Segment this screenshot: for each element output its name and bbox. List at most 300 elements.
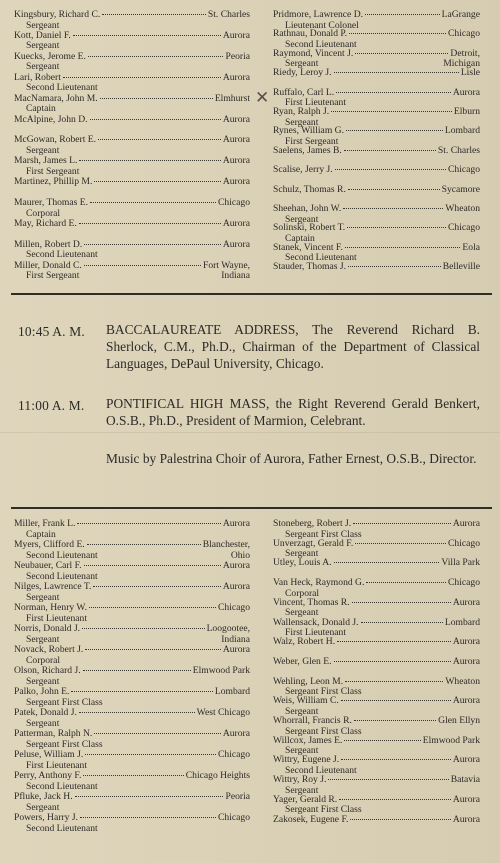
hometown: Peoria (225, 791, 250, 802)
roster-entry (14, 31, 250, 52)
roster-entry (273, 558, 480, 569)
hometown: Chicago (218, 812, 250, 823)
dot-leader (328, 779, 448, 780)
dot-leader (341, 700, 451, 701)
military-rank: Sergeant (26, 675, 60, 687)
roster-entry (14, 729, 250, 750)
roster-line (14, 729, 250, 740)
person-name: Ruffalo, Carl L. (273, 86, 335, 98)
roster-entry (14, 73, 250, 94)
dot-leader (366, 582, 446, 583)
roster-entry (14, 603, 250, 624)
person-name: Stanek, Vincent F. (273, 241, 343, 253)
military-rank: First Sergeant (285, 135, 339, 147)
person-name: Olson, Richard J. (14, 665, 81, 676)
dot-leader (345, 247, 461, 248)
person-name: Peluse, William J. (14, 749, 84, 760)
hometown: Aurora (222, 560, 250, 571)
event-description: BACCALAUREATE ADDRESS, The Reverend Richard B. Sherlock, C.M., Ph.D., Chairman of the Department of Classical Languages, DePaul University, Chicago. (106, 322, 480, 371)
roster-entry (273, 775, 480, 796)
hometown: Elburn (453, 106, 480, 117)
roster-line (14, 177, 250, 188)
roster-line (14, 540, 250, 551)
military-rank: Sergeant (285, 116, 319, 128)
roster-line (273, 519, 480, 530)
person-name: McAlpine, John D. (14, 113, 88, 125)
hometown: Batavia (450, 774, 480, 786)
dot-leader (98, 139, 221, 140)
dot-leader (355, 543, 446, 544)
military-rank: Second Lieutenant (26, 822, 98, 834)
dot-leader (334, 72, 459, 73)
hometown: Aurora (222, 113, 250, 125)
roster-entry (14, 750, 250, 771)
hometown: Aurora (222, 728, 250, 739)
dot-leader (355, 53, 448, 54)
dot-leader (87, 544, 201, 545)
dot-leader (348, 189, 440, 190)
hometown: Loogootee, (206, 623, 250, 634)
person-name: Van Heck, Raymond G. (273, 577, 365, 589)
roster-entry (14, 666, 250, 687)
roster-entry (273, 716, 480, 737)
dot-leader (84, 244, 221, 245)
military-rank: Lieutenant Colonel (285, 19, 359, 31)
roster-entry (14, 94, 250, 115)
person-name: Novack, Robert J. (14, 644, 84, 655)
military-rank: First Lieutenant (26, 612, 88, 624)
hometown: Aurora (222, 176, 250, 188)
military-rank: Sergeant First Class (285, 804, 362, 816)
hometown: Aurora (452, 793, 480, 805)
hometown: Wheaton (445, 203, 480, 214)
dot-leader (73, 35, 221, 36)
roster-entry (273, 68, 480, 79)
dot-leader (337, 641, 451, 642)
person-name: Ryan, Ralph J. (273, 106, 330, 117)
roster-entry (14, 540, 250, 561)
person-name: Solinski, Robert T. (273, 222, 346, 234)
hometown: Aurora (222, 134, 250, 146)
roster-entry (14, 582, 250, 603)
military-rank: Second Lieutenant (285, 38, 357, 50)
roster-line (273, 68, 480, 79)
person-name: Zakosek, Eugene F. (273, 813, 349, 825)
dot-leader (89, 607, 216, 608)
person-name: Palko, John E. (14, 686, 70, 697)
roster-entry (273, 637, 480, 648)
dot-leader (75, 796, 224, 797)
dot-leader (77, 523, 220, 524)
roster-line (273, 716, 480, 727)
hometown-state: Michigan (443, 58, 480, 70)
military-rank: Sergeant (285, 548, 319, 560)
dot-leader (84, 565, 221, 566)
hometown: Peoria (225, 50, 250, 62)
hometown: Aurora (222, 71, 250, 83)
person-name: Rynes, William G. (273, 125, 345, 137)
roster-line (14, 792, 250, 803)
person-name: Wittry, Roy J. (273, 774, 327, 786)
dot-leader (349, 33, 446, 34)
roster-line (273, 185, 480, 196)
dot-leader (365, 14, 440, 15)
dot-leader (352, 602, 451, 603)
roster-entry (273, 519, 480, 540)
hometown: Chicago (448, 537, 480, 549)
roster-line (14, 10, 250, 21)
dot-leader (79, 223, 221, 224)
person-name: Maurer, Thomas E. (14, 197, 89, 209)
dot-leader (334, 661, 451, 662)
person-name: Sheehan, John W. (273, 203, 342, 214)
person-name: Martinez, Phillip M. (14, 176, 93, 188)
person-name: May, Richard E. (14, 218, 77, 229)
hometown-state: Indiana (221, 633, 250, 645)
person-name: Lari, Robert (14, 71, 61, 83)
roster-line (273, 637, 480, 648)
roster-line (273, 165, 480, 176)
person-name: Riedy, Leroy J. (273, 67, 332, 79)
military-rank: Sergeant First Class (285, 725, 362, 737)
person-name: Millen, Robert D. (14, 238, 83, 250)
hometown: St. Charles (437, 144, 480, 156)
hometown: Chicago (448, 577, 480, 589)
dot-leader (347, 227, 446, 228)
military-rank: Captain (26, 103, 56, 115)
hometown: Sycamore (441, 183, 480, 195)
dot-leader (344, 150, 436, 151)
roster-line (14, 582, 250, 593)
dot-leader (85, 754, 216, 755)
military-rank: Sergeant First Class (26, 738, 103, 750)
hometown: Eola (462, 241, 480, 253)
person-name: Perry, Anthony F. (14, 770, 82, 781)
hometown: St. Charles (207, 9, 250, 20)
hometown: Aurora (222, 644, 250, 655)
event-time: 11:00 A. M. (18, 398, 85, 413)
roster-entry (14, 177, 250, 188)
roster-line (273, 657, 480, 668)
person-name: Wittry, Eugene J. (273, 754, 340, 766)
person-name: McGowan, Robert E. (14, 134, 97, 146)
roster-entry (273, 262, 480, 273)
dot-leader (90, 202, 216, 203)
person-name: Miller, Frank L. (14, 518, 76, 529)
hometown-state: Indiana (221, 270, 250, 282)
dot-leader (79, 712, 195, 713)
hometown: Lisle (460, 67, 480, 79)
roster-entry (14, 261, 250, 282)
roster-entry (14, 813, 250, 834)
roster-line (14, 624, 250, 635)
roster-entry (14, 198, 250, 219)
military-rank: Sergeant (285, 745, 319, 757)
military-rank: First Sergeant (26, 165, 80, 177)
person-name: Weber, Glen E. (273, 655, 332, 667)
military-rank: First Lieutenant (26, 759, 88, 771)
dot-leader (79, 160, 220, 161)
dot-leader (63, 77, 221, 78)
roster-line (14, 687, 250, 698)
roster-entry (273, 815, 480, 826)
dot-leader (82, 628, 204, 629)
dot-leader (341, 759, 451, 760)
hometown: West Chicago (196, 707, 250, 718)
roster-entry (14, 10, 250, 31)
person-name: Whorrall, Francis R. (273, 715, 352, 726)
roster-entry (273, 598, 480, 619)
person-name: Saelens, James B. (273, 144, 342, 156)
dot-leader (90, 119, 221, 120)
dot-leader (344, 740, 420, 741)
military-rank: Sergeant (285, 58, 319, 70)
person-name: Unverzagt, Gerald F. (273, 537, 354, 549)
military-rank: Second Lieutenant (26, 780, 98, 792)
military-rank: Sergeant First Class (26, 696, 103, 708)
roster-entry (273, 146, 480, 157)
person-name: Scalise, Jerry J. (273, 164, 333, 176)
roster-entry (14, 135, 250, 156)
section-divider-top (11, 293, 492, 295)
hometown: Aurora (222, 29, 250, 41)
hometown: Aurora (222, 155, 250, 167)
hometown: Elmhurst (214, 92, 250, 104)
hometown: Aurora (452, 518, 480, 529)
person-name: Kingsbury, Richard C. (14, 9, 101, 20)
hometown: Wheaton (445, 675, 480, 687)
roster-entry (14, 645, 250, 666)
dot-leader (83, 670, 191, 671)
dot-leader (336, 92, 451, 93)
person-name: Wallensack, Donald J. (273, 616, 359, 628)
hometown: LaGrange (441, 9, 480, 20)
event-time: 10:45 A. M. (18, 324, 85, 339)
military-rank: First Sergeant (26, 270, 80, 282)
hometown: Aurora (222, 518, 250, 529)
hometown: Chicago (448, 222, 480, 234)
roster-entry (273, 165, 480, 176)
dot-leader (334, 562, 440, 563)
military-rank: Sergeant (285, 607, 319, 619)
roster-entry (273, 657, 480, 668)
roster-line (14, 519, 250, 530)
dot-leader (88, 56, 224, 57)
hometown: Detroit, (450, 47, 480, 59)
roster-line (14, 603, 250, 614)
dot-leader (80, 817, 216, 818)
hometown: Lombard (444, 616, 480, 628)
military-rank: Captain (285, 232, 315, 244)
person-name: Neubauer, Carl F. (14, 560, 82, 571)
hometown: Chicago (218, 749, 250, 760)
hometown: Lombard (214, 686, 250, 697)
person-name: Willcox, James E. (273, 734, 343, 746)
roster-line (273, 107, 480, 118)
person-name: Powers, Harry J. (14, 812, 78, 823)
roster-entry (14, 771, 250, 792)
roster-entry (14, 219, 250, 230)
person-name: Kott, Daniel F. (14, 29, 71, 41)
person-name: Kuecks, Jerome E. (14, 50, 86, 62)
dot-leader (339, 799, 451, 800)
roster-line (14, 708, 250, 719)
military-rank: Sergeant (285, 213, 319, 225)
dot-leader (361, 622, 443, 623)
military-rank: Captain (26, 528, 56, 540)
hometown: Aurora (452, 596, 480, 608)
hometown: Aurora (452, 754, 480, 766)
military-rank: Second Lieutenant (26, 82, 98, 94)
roster-entry (14, 519, 250, 540)
dot-leader (102, 14, 206, 15)
person-name: Stauder, Thomas J. (273, 261, 346, 273)
dot-leader (94, 733, 220, 734)
military-rank: Second Lieutenant (285, 764, 357, 776)
military-rank: Sergeant (26, 591, 60, 603)
dot-leader (94, 181, 220, 182)
dot-leader (350, 819, 450, 820)
person-name: Myers, Clifford E. (14, 539, 85, 550)
person-name: Rathnau, Donald P. (273, 28, 348, 40)
hometown: Aurora (452, 813, 480, 825)
person-name: MacNamara, John M. (14, 92, 98, 104)
person-name: Norris, Donald J. (14, 623, 81, 634)
military-rank: Sergeant (26, 633, 60, 645)
military-rank: First Lieutenant (285, 627, 347, 638)
hometown: Glen Ellyn (438, 715, 480, 726)
dot-leader (345, 681, 443, 682)
roster-entry (14, 156, 250, 177)
military-rank: Second Lieutenant (26, 570, 98, 582)
dot-leader (85, 649, 221, 650)
military-rank: Sergeant (26, 40, 60, 52)
hometown: Aurora (452, 636, 480, 648)
dot-leader (100, 98, 213, 99)
military-rank: Corporal (26, 207, 61, 219)
military-rank: Sergeant First Class (285, 686, 362, 698)
roster-entry (14, 561, 250, 582)
person-name: Miller, Donald C. (14, 259, 82, 271)
dot-leader (335, 169, 446, 170)
dot-leader (71, 691, 212, 692)
roster-line (14, 115, 250, 126)
roster-line (273, 262, 480, 273)
hometown: Villa Park (441, 557, 480, 569)
roster-line (14, 219, 250, 230)
military-rank: Second Lieutenant (26, 549, 98, 561)
military-rank: First Lieutenant (285, 97, 347, 109)
military-rank: Sergeant (285, 705, 319, 717)
person-name: Patterman, Ralph N. (14, 728, 93, 739)
dot-leader (348, 266, 441, 267)
roster-line (273, 204, 480, 215)
military-rank: Sergeant First Class (285, 528, 362, 540)
dot-leader (84, 265, 201, 266)
military-rank: Corporal (285, 587, 320, 599)
hometown: Aurora (222, 238, 250, 250)
hometown: Aurora (222, 581, 250, 592)
person-name: Weis, William C. (273, 695, 339, 707)
dot-leader (353, 523, 451, 524)
roster-entry (14, 708, 250, 729)
handwritten-x-mark: ✕ (255, 88, 270, 108)
military-rank: Sergeant (26, 801, 60, 813)
dot-leader (83, 775, 183, 776)
hometown: Elmwood Park (422, 734, 480, 746)
person-name: Pridmore, Lawrence D. (273, 9, 364, 20)
dot-leader (331, 111, 452, 112)
military-rank: Second Lieutenant (26, 249, 98, 261)
roster-entry (273, 578, 480, 599)
hometown: Chicago (448, 28, 480, 40)
roster-entry (273, 185, 480, 196)
military-rank: Sergeant (26, 61, 60, 73)
person-name: Utley, Louis A. (273, 557, 332, 569)
person-name: Yager, Gerald R. (273, 793, 338, 805)
hometown: Elmwood Park (192, 665, 250, 676)
hometown: Belleville (442, 261, 480, 273)
hometown: Aurora (452, 695, 480, 707)
person-name: Marsh, James L. (14, 155, 78, 167)
hometown-state: Ohio (230, 549, 250, 561)
person-name: Walz, Robert H. (273, 636, 336, 648)
military-rank: Second Lieutenant (285, 252, 357, 264)
roster-line (273, 10, 480, 21)
roster-line (14, 561, 250, 572)
military-rank: Corporal (26, 654, 61, 666)
person-name: Patek, Donald J. (14, 707, 77, 718)
roster-entry (14, 792, 250, 813)
dot-leader (343, 208, 443, 209)
hometown: Fort Wayne, (202, 259, 250, 271)
person-name: Vincent, Thomas R. (273, 596, 350, 608)
person-name: Norman, Henry W. (14, 602, 88, 613)
roster-line (14, 750, 250, 761)
roster-line (14, 813, 250, 824)
dot-leader (354, 720, 436, 721)
roster-entry (273, 795, 480, 816)
dot-leader (93, 586, 220, 587)
person-name: Schulz, Thomas R. (273, 183, 346, 195)
roster-line (14, 771, 250, 782)
hometown: Aurora (452, 86, 480, 98)
music-note: Music by Palestrina Choir of Aurora, Father Ernest, O.S.B., Director. (106, 451, 477, 466)
roster-entry (14, 240, 250, 261)
roster-line (273, 558, 480, 569)
hometown: Aurora (452, 655, 480, 667)
rank-line (14, 271, 250, 282)
person-name: Raymond, Vincent J. (273, 47, 354, 59)
roster-line (273, 815, 480, 826)
roster-entry (14, 687, 250, 708)
hometown: Lombard (444, 125, 480, 137)
hometown: Aurora (222, 218, 250, 229)
military-rank: Sergeant (285, 784, 319, 796)
event-description: PONTIFICAL HIGH MASS, the Right Reverend Gerald Benkert, O.S.B., Ph.D., President of Marmion, Celebrant. (106, 396, 480, 428)
roster-entry (14, 52, 250, 73)
paper-fold (0, 432, 500, 433)
person-name: Pfluke, Jack H. (14, 791, 73, 802)
military-rank: Sergeant (26, 19, 60, 31)
hometown: Chicago (218, 197, 250, 209)
roster-entry (14, 115, 250, 126)
roster-line (273, 146, 480, 157)
hometown: Chicago Heights (185, 770, 250, 781)
hometown: Chicago (448, 164, 480, 176)
hometown: Blanchester, (202, 539, 250, 550)
military-rank: Sergeant (26, 144, 60, 156)
